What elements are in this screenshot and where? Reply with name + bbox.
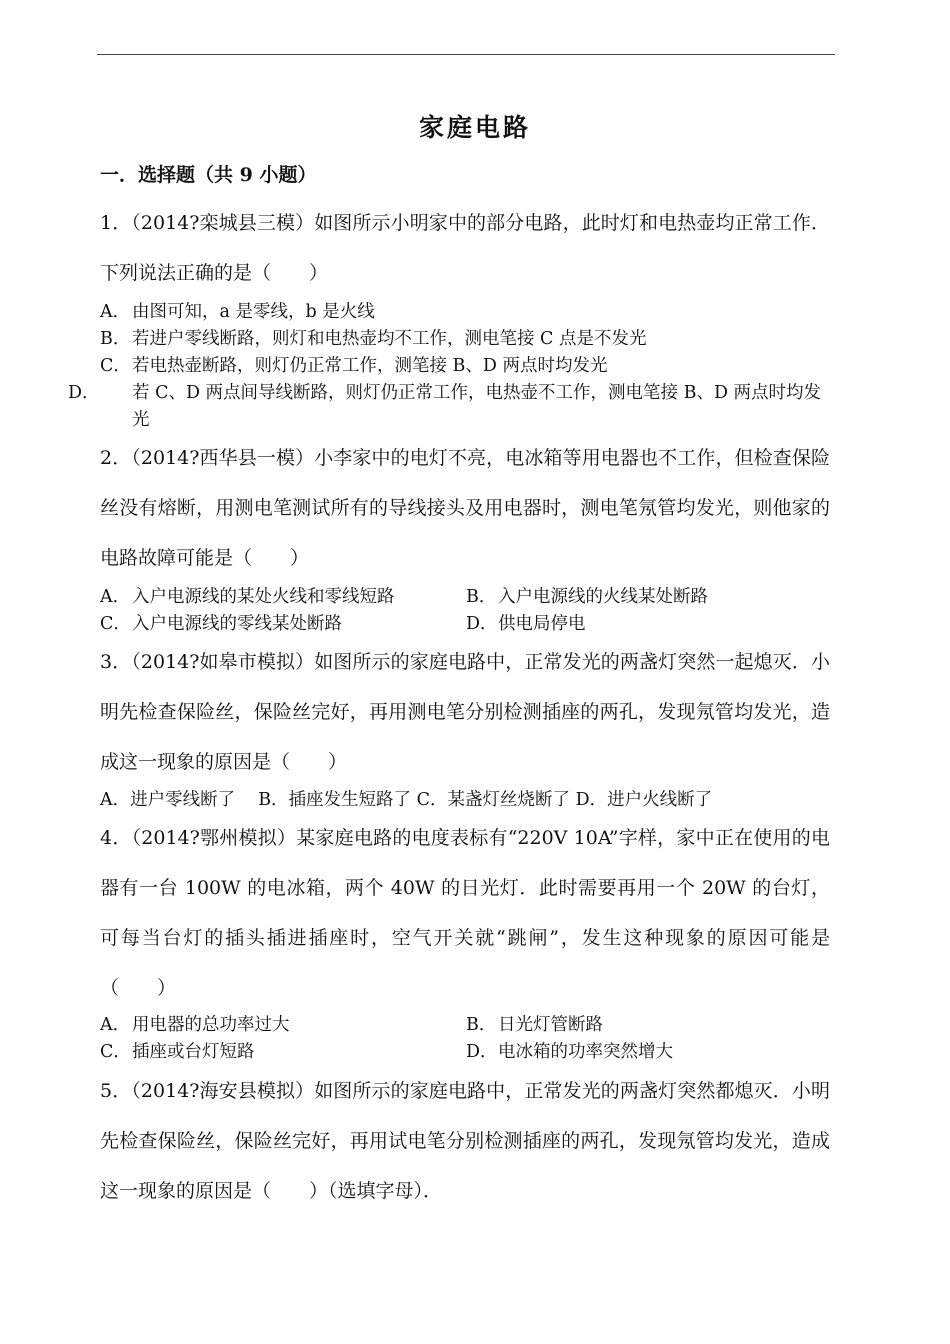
question-5-stem: 5．（2014?海安县模拟）如图所示的家庭电路中，正常发光的两盏灯突然都熄灭．小明先检查保险丝，保险丝完好，再用试电笔分别检测插座的两孔，发现氖管均发光，造成这一现象的原因是（ ）（选填字母）． <box>100 1080 830 1202</box>
question-3-options: A．进户零线断了 B．插座发生短路了 C．某盏灯丝烧断了 D．进户火线断了 <box>100 790 713 810</box>
header-rule <box>97 54 835 55</box>
question-4-option-a: A． 用电器的总功率过大 <box>100 1015 290 1035</box>
question-2-stem: 2．（2014?西华县一模）小李家中的电灯不亮，电冰箱等用电器也不工作，但检查保险丝没有熔断，用测电笔测试所有的导线接头及用电器时，测电笔氖管均发光，则他家的电路故障可能是（ ） <box>100 447 830 569</box>
question-1-stem: 1．（2014?栾城县三模）如图所示小明家中的部分电路，此时灯和电热壶均正常工作．下列说法正确的是（ ） <box>100 212 830 284</box>
question-4-stem: 4．（2014?鄂州模拟）某家庭电路的电度表标有“220V 10A”字样，家中正在使用的电器有一台 100W 的电冰箱，两个 40W 的日光灯．此时需要再用一个 20W 的台灯，可每当台灯的插头插进插座时，空气开关就“跳闸”，发生这种现象的原因可能是（ ） <box>100 827 830 999</box>
section-heading: 一．选择题（共 9 小题） <box>100 164 317 186</box>
question-2-option-c: C．入户电源线的零线某处断路 <box>100 614 342 634</box>
question-4-option-c: C．插座或台灯短路 <box>100 1042 255 1062</box>
question-1-option-b: B．若进户零线断路，则灯和电热壶均不工作，测电笔接 C 点是不发光 <box>100 329 647 349</box>
question-1-option-a: A． 由图可知，a 是零线，b 是火线 <box>100 302 375 322</box>
page-title: 家庭电路 <box>418 113 531 142</box>
question-2-option-b: B．入户电源线的火线某处断路 <box>466 587 708 607</box>
question-4-option-d: D．电冰箱的功率突然增大 <box>466 1042 673 1062</box>
question-1-option-d: D． 若 C、D 两点间导线断路，则灯仍正常工作，电热壶不工作，测电笔接 B、D 两点时均发光 <box>68 383 822 430</box>
question-2-option-d: D．供电局停电 <box>466 614 586 634</box>
question-4-option-b: B．日光灯管断路 <box>466 1015 603 1035</box>
question-3-stem: 3．（2014?如皋市模拟）如图所示的家庭电路中，正常发光的两盏灯突然一起熄灭．小明先检查保险丝，保险丝完好，再用测电笔分别检测插座的两孔，发现氖管均发光，造成这一现象的原因是（ ） <box>100 651 830 773</box>
question-1-option-c: C．若电热壶断路，则灯仍正常工作，测笔接 B、D 两点时均发光 <box>100 356 608 376</box>
question-2-option-a: A． 入户电源线的某处火线和零线短路 <box>100 587 395 607</box>
